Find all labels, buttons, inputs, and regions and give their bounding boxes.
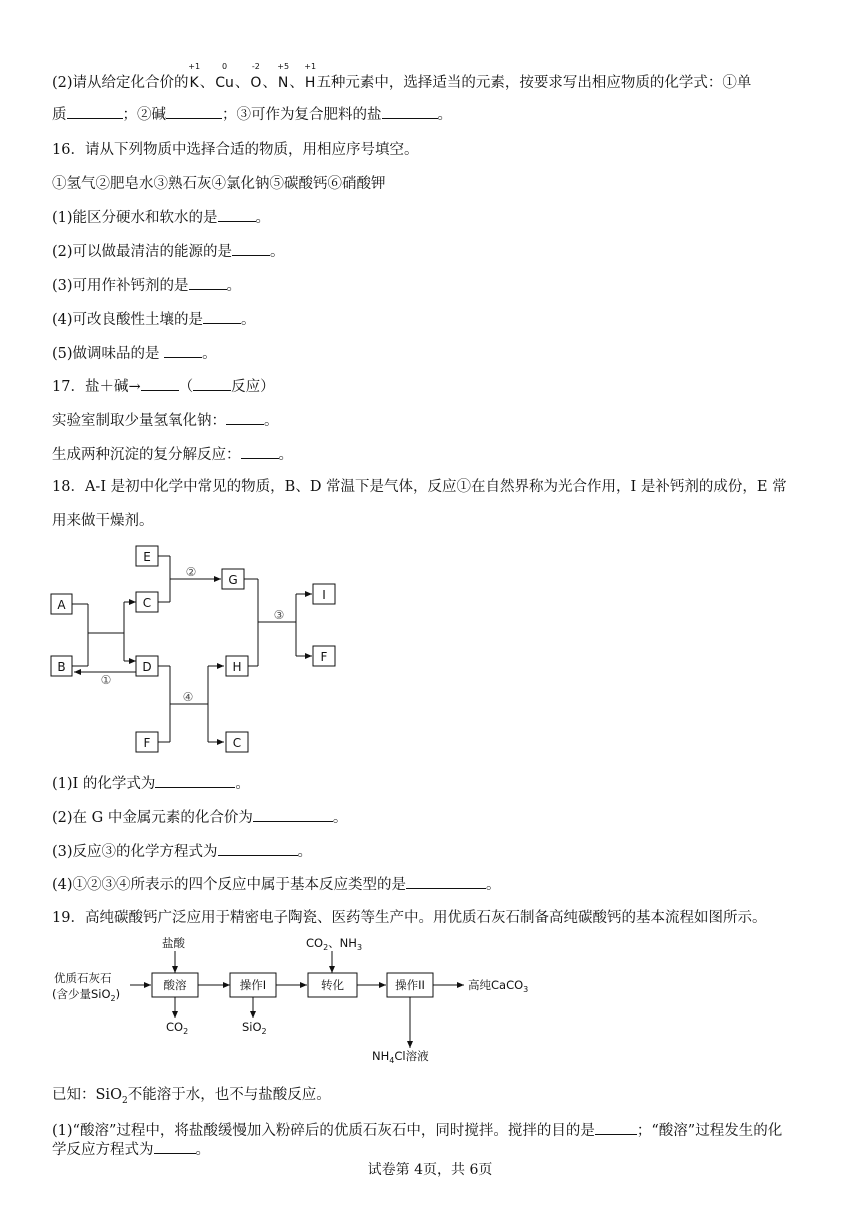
page-footer: 试卷第 4页，共 6页 bbox=[367, 1162, 493, 1178]
element-o: -2 O bbox=[250, 62, 262, 91]
q18-item-2: (2)在 G 中金属元素的化合价为 。 bbox=[52, 807, 347, 828]
diagram-label-b: B bbox=[57, 660, 66, 674]
q18-item-1: (1)I 的化学式为 。 bbox=[52, 773, 250, 794]
diagram-label-f: F bbox=[320, 650, 328, 664]
q17-line3: 生成两种沉淀的复分解反应： 。 bbox=[52, 444, 293, 465]
q16-item-2: (2)可以做最清洁的能源的是 。 bbox=[52, 241, 285, 262]
q18-item-3: (3)反应③的化学方程式为 。 bbox=[52, 841, 312, 862]
diagram-label-h: H bbox=[232, 660, 242, 674]
q18-stem-line1: 18．A-I 是初中化学中常见的物质，B、D 常温下是气体，反应①在自然界称为光合作用，I 是补钙剂的成份，E 常 bbox=[52, 479, 787, 495]
flow-step-label: 操作II bbox=[395, 978, 425, 992]
flow-bottom-nh4cl: $NH_4Cl$溶液 bbox=[372, 1049, 429, 1065]
q19-stem: 19．高纯碳酸钙广泛应用于精密电子陶瓷、医药等生产中。用优质石灰石制备高纯碳酸钙的基本流程如图所示。 bbox=[52, 910, 767, 926]
q16-item-1: (1)能区分硬水和软水的是 。 bbox=[52, 207, 270, 228]
flow-top-co2-nh3: $CO_2$、$NH_3$ bbox=[306, 936, 363, 952]
q18-item-4: (4)①②③④所表示的四个反应中属于基本反应类型的是 。 bbox=[52, 874, 501, 895]
diagram-label-i: I bbox=[322, 588, 326, 602]
flow-top-hydrochloric-acid: 盐酸 bbox=[162, 936, 185, 950]
flow-step-label: 操作I bbox=[239, 978, 267, 992]
diagram-label-f2: F bbox=[143, 736, 151, 750]
q15-part2-line2: 质 ；②碱 ；③可作为复合肥料的盐 。 bbox=[52, 104, 452, 125]
q17-stem: 17．盐＋碱→ （ 反应） bbox=[52, 376, 275, 397]
reaction-label-3: ③ bbox=[273, 608, 285, 622]
answer-blank[interactable] bbox=[154, 1139, 196, 1154]
diagram-label-c: C bbox=[142, 596, 152, 610]
q18-stem-line2: 用来做干燥剂。 bbox=[52, 513, 154, 529]
diagram-label-a: A bbox=[57, 598, 66, 612]
q19-part1-line1: (1)“酸溶”过程中，将盐酸缓慢加入粉碎后的优质石灰石中，同时搅拌。搅拌的目的是 ；“酸溶”过程发生的化 bbox=[52, 1120, 782, 1141]
diagram-label-c2: C bbox=[232, 736, 242, 750]
flow-step-label: 转化 bbox=[321, 978, 344, 992]
element-n: +5 N bbox=[277, 62, 290, 91]
reaction-label-1: ① bbox=[100, 673, 112, 687]
reaction-label-2: ② bbox=[185, 565, 197, 579]
q16-item-5: (5)做调味品的是 。 bbox=[52, 343, 217, 364]
answer-blank[interactable] bbox=[595, 1120, 637, 1135]
q16-options: ①氢气②肥皂水③熟石灰④氯化钠⑤碳酸钙⑥硝酸钾 bbox=[52, 176, 386, 192]
q19-part1-line2: 学反应方程式为 。 bbox=[52, 1139, 210, 1160]
q19-known: 已知：SiO$_2$不能溶于水，也不与盐酸反应。 bbox=[52, 1087, 331, 1106]
q16-item-4: (4)可改良酸性土壤的是 。 bbox=[52, 309, 256, 330]
q15-part2-line1: (2)请从给定化合价的 +1 K、 0 Cu、 -2 O、 +5 N、 +1 H五种元素中，选择适当的元素，按要求写出相应物质的化学式：①单 bbox=[52, 62, 752, 91]
diagram-label-g: G bbox=[228, 573, 238, 587]
q16-stem: 16．请从下列物质中选择合适的物质，用相应序号填空。 bbox=[52, 142, 419, 158]
flow-bottom-co2: $CO_2$ bbox=[166, 1020, 189, 1036]
flow-input-line2: (含少量SiO$_2$) bbox=[52, 987, 121, 1003]
flow-step-label: 酸溶 bbox=[163, 978, 187, 992]
flow-input-line1: 优质石灰石 bbox=[54, 971, 112, 985]
flow-bottom-sio2: SiO$_2$ bbox=[242, 1020, 267, 1036]
element-k: +1 K bbox=[188, 62, 201, 91]
diagram-label-e: E bbox=[143, 550, 151, 564]
q17-line2: 实验室制取少量氢氧化钠： 。 bbox=[52, 410, 279, 431]
element-cu: 0 Cu bbox=[215, 62, 234, 91]
diagram-label-d: D bbox=[142, 660, 152, 674]
reaction-label-4: ④ bbox=[182, 690, 194, 704]
element-h: +1 H bbox=[304, 62, 317, 91]
q16-item-3: (3)可用作补钙剂的是 。 bbox=[52, 275, 241, 296]
flow-output-caco3: 高纯CaCO$_3$ bbox=[468, 978, 529, 994]
